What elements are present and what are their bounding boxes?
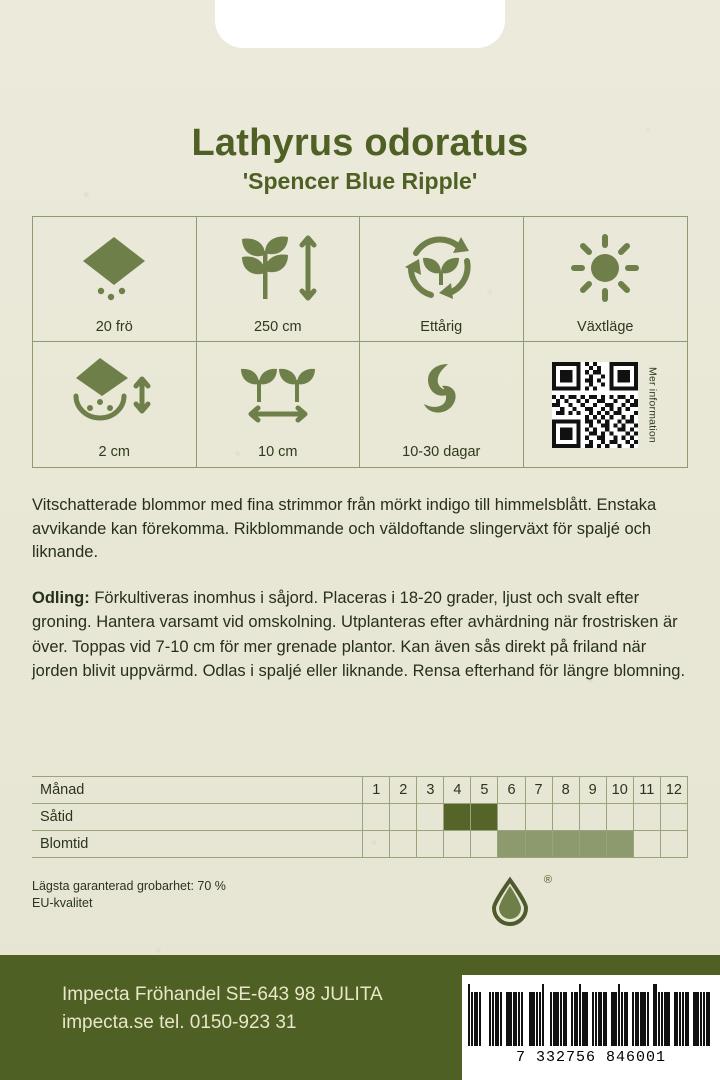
cell (633, 831, 660, 858)
info-cell-plant-height (197, 217, 361, 342)
info-cell-qr[interactable] (524, 342, 688, 467)
cell (417, 804, 444, 831)
info-cell-caption: Växtläge (577, 319, 634, 335)
germination-guarantee: Lägsta garanterad grobarhet: 70 % (32, 879, 226, 893)
cell (417, 831, 444, 858)
month-header: 3 (417, 777, 444, 804)
cell (660, 804, 687, 831)
info-cell-caption: 10 cm (258, 444, 298, 460)
company-contact: impecta.se tel. 0150-923 31 (62, 1011, 297, 1033)
table-row-sowing (32, 804, 688, 831)
barcode-number: 7 332756 846001 (515, 1049, 667, 1066)
info-cell-caption: 2 cm (98, 444, 130, 460)
description-text: Vitschatterade blommor med fina strimmor från mörkt indigo till himmelsblått. Enstaka avvikande kan förekomma. Rikblommande och väldoftande slingerväxt för spaljé och liknande. (32, 496, 657, 562)
cell-active (552, 831, 579, 858)
info-cell-caption: 10-30 dagar (402, 444, 481, 460)
plant-height-icon (232, 231, 324, 305)
info-cell-caption: 20 frö (95, 319, 133, 335)
info-cell-sun-position (524, 217, 688, 342)
cell-active (606, 831, 633, 858)
fine-print (32, 878, 226, 912)
cell (552, 804, 579, 831)
barcode (462, 975, 720, 1080)
month-header: 9 (579, 777, 606, 804)
footer-bar (0, 955, 720, 1080)
annual-cycle-icon (401, 231, 481, 305)
company-address: Impecta Fröhandel SE-643 98 JULITA (62, 984, 383, 1005)
month-header: 8 (552, 777, 579, 804)
cultivation-label: Odling: (32, 589, 90, 607)
cell-active (498, 831, 525, 858)
qr-code-image[interactable] (552, 362, 638, 448)
sprout-icon (402, 356, 480, 430)
plant-spacing-icon (230, 356, 326, 430)
green-dot-recycling-icon (480, 874, 552, 930)
cell-active (444, 804, 471, 831)
hang-hole-notch (215, 0, 505, 48)
cell (390, 831, 417, 858)
cell (471, 831, 498, 858)
info-cell-seed-count (33, 217, 197, 342)
page-subtitle: 'Spencer Blue Ripple' (242, 167, 478, 194)
info-cell-germination-time (360, 342, 524, 467)
month-header: 11 (633, 777, 660, 804)
page-title: Lathyrus odoratus (191, 122, 529, 164)
month-header: 12 (660, 777, 687, 804)
info-cell-life-cycle (360, 217, 524, 342)
cell (444, 831, 471, 858)
month-header: 10 (606, 777, 633, 804)
month-header: 6 (498, 777, 525, 804)
barcode-bars (468, 984, 714, 1046)
month-header: 4 (444, 777, 471, 804)
cell (606, 804, 633, 831)
cell-active (471, 804, 498, 831)
title-block (0, 124, 720, 195)
cell (525, 804, 552, 831)
cell (633, 804, 660, 831)
row-label: Blomtid (32, 831, 363, 858)
info-icon-grid (32, 216, 688, 468)
cell-active (579, 831, 606, 858)
cultivation-block (32, 586, 692, 684)
month-header: 2 (390, 777, 417, 804)
table-row-bloom (32, 831, 688, 858)
cell (390, 804, 417, 831)
info-cell-caption: Ettårig (420, 319, 463, 335)
company-info (62, 981, 383, 1036)
cell (363, 804, 390, 831)
row-label: Såtid (32, 804, 363, 831)
table-row-header (32, 777, 688, 804)
cell-active (525, 831, 552, 858)
cell (660, 831, 687, 858)
month-header: 7 (525, 777, 552, 804)
month-header: 1 (363, 777, 390, 804)
cell (363, 831, 390, 858)
month-header: 5 (471, 777, 498, 804)
info-cell-caption: 250 cm (253, 319, 302, 335)
eu-quality: EU-kvalitet (32, 895, 93, 910)
calendar-month-label: Månad (32, 777, 363, 804)
seed-packet-icon (75, 231, 153, 305)
info-cell-sowing-depth (33, 342, 197, 467)
sowing-depth-icon (66, 356, 162, 430)
sun-icon (563, 231, 647, 305)
info-cell-plant-spacing (197, 342, 361, 467)
registered-mark: ® (543, 874, 552, 886)
cell (498, 804, 525, 831)
cultivation-text: Förkultiveras inomhus i såjord. Placeras i 18-20 grader, ljust och svalt efter groning. Hantera varsamt vid omskolning. Utplanteras efter avhärdning när frostrisken är över. Toppas vid 7-10 cm för mer grenade plantor. Kan även sås direkt på friland när jorden blivit uppvärmd. Odlas i spaljé eller liknande. Rensa efterhand för längre blomning. (32, 589, 686, 681)
qr-caption: Mer information (646, 366, 659, 443)
cell (579, 804, 606, 831)
sowing-calendar (32, 776, 688, 858)
